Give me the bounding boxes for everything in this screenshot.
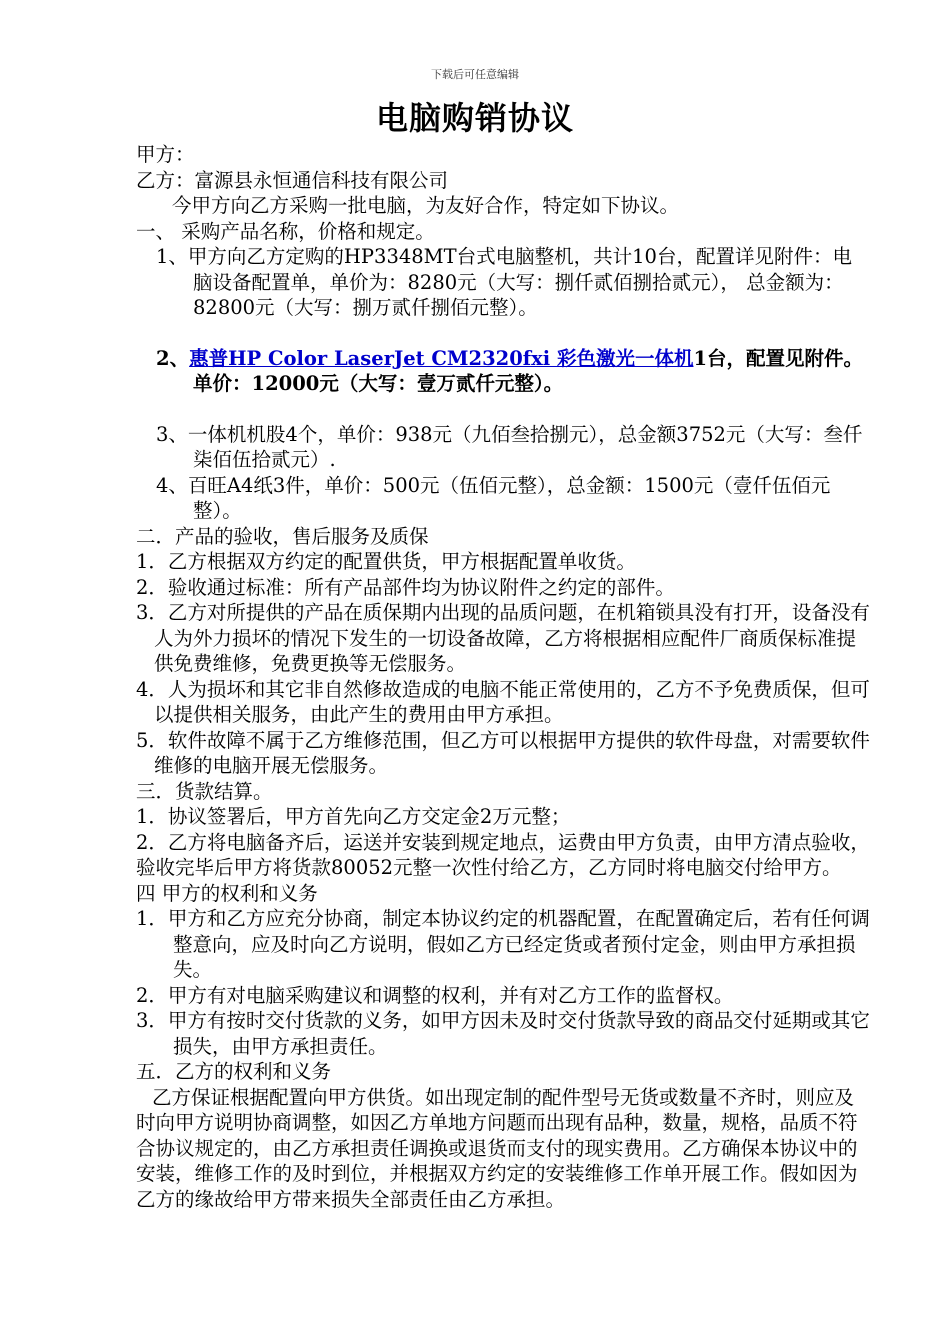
section1-item-1: 1、甲方向乙方定购的HP3348MT台式电脑整机，共计10台，配置详见附件：电脑设备配置单，单价为：8280元（大写：捌仟贰佰捌拾贰元）， 总金额为：82800元（大写：捌万贰仟捌佰元整）。 [156, 245, 852, 319]
section1-item-4: 4、百旺A4纸3件，单价：500元（伍佰元整），总金额：1500元（壹仟伍佰元整）。 [156, 473, 831, 522]
party-a: 甲方： [136, 143, 195, 166]
intro-paragraph: 今甲方向乙方采购一批电脑，为友好合作，特定如下协议。 [172, 194, 680, 217]
section5-paragraph: 乙方保证根据配置向甲方供货。如出现定制的配件型号无货或数量不齐时，则应及时向甲方说明协商调整，如因乙方单地方问题而出现有品种，数量，规格，品质不符合协议规定的，由乙方承担责任调换或退货而支付的现实费用。乙方确保本协议中的安装，维修工作的及时到位，并根据双方约定的安装维修工作单开展工作。假如因为乙方的缘故给甲方带来损失全部责任由乙方承担。 [136, 1085, 858, 1211]
section4-item-1: 1．甲方和乙方应充分协商，制定本协议约定的机器配置，在配置确定后，若有任何调整意向，应及时向乙方说明，假如乙方已经定货或者预付定金，则由甲方承担损失。 [136, 907, 870, 981]
section1-heading: 一、 采购产品名称，价格和规定。 [136, 219, 435, 243]
section2-item-2: 2．验收通过标准：所有产品部件均为协议附件之约定的部件。 [136, 575, 675, 599]
section2-item-1: 1．乙方根据双方约定的配置供货，甲方根据配置单收货。 [136, 550, 636, 573]
document-body [136, 142, 871, 1212]
section1-item-2 [136, 346, 871, 397]
section3-item-1: 1．协议签署后，甲方首先向乙方交定金2万元整； [136, 805, 571, 828]
section3-heading: 三．货款结算。 [136, 779, 273, 803]
section4-item-3: 3．甲方有按时交付货款的义务，如甲方因未及时交付货款导致的商品交付延期或其它损失，由甲方承担责任。 [136, 1009, 870, 1058]
section4-heading: 四 甲方的权利和义务 [136, 881, 318, 905]
section5-heading: 五．乙方的权利和义务 [136, 1060, 332, 1083]
section4-item-2: 2．甲方有对电脑采购建议和调整的权利，并有对乙方工作的监督权。 [136, 983, 734, 1007]
section2-item-5: 5．软件故障不属于乙方维修范围，但乙方可以根据甲方提供的软件母盘，对需要软件维修的电脑开展无偿服务。 [136, 728, 870, 777]
document-title: 电脑购销协议 [375, 99, 574, 137]
section1-item-3: 3、一体机机股4个，单价：938元（九佰叁拾捌元），总金额3752元（大写：叁仟柒佰伍拾贰元）. [156, 422, 863, 471]
section1-item-2-rest: 1台，配置见附件。单价：12000元（大写：壹万贰仟元整）。 [193, 346, 864, 395]
section2-heading: 二．产品的验收，售后服务及质保 [136, 524, 429, 548]
party-b: 乙方：富源县永恒通信科技有限公司 [136, 168, 449, 192]
section3-item-2: 2．乙方将电脑备齐后，运送并安装到规定地点，运费由甲方负责，由甲方清点验收，验收完毕后甲方将货款80052元整一次性付给乙方，乙方同时将电脑交付给甲方。 [136, 830, 870, 879]
printer-product-link[interactable]: 惠普HP Color LaserJet CM2320fxi 彩色激光一体机 [189, 346, 694, 370]
section1-item-2-prefix: 2、 [156, 346, 190, 370]
header-note: 下载后可任意编辑 [431, 68, 519, 81]
section2-item-3: 3．乙方对所提供的产品在质保期内出现的品质问题，在机箱锁具没有打开，设备没有人为外力损坏的情况下发生的一切设备故障，乙方将根据相应配件厂商质保标准提供免费维修，免费更换等无偿服务。 [136, 601, 870, 675]
section2-item-4: 4．人为损坏和其它非自然修故造成的电脑不能正常使用的，乙方不予免费质保，但可以提供相关服务，由此产生的费用由甲方承担。 [136, 677, 870, 726]
